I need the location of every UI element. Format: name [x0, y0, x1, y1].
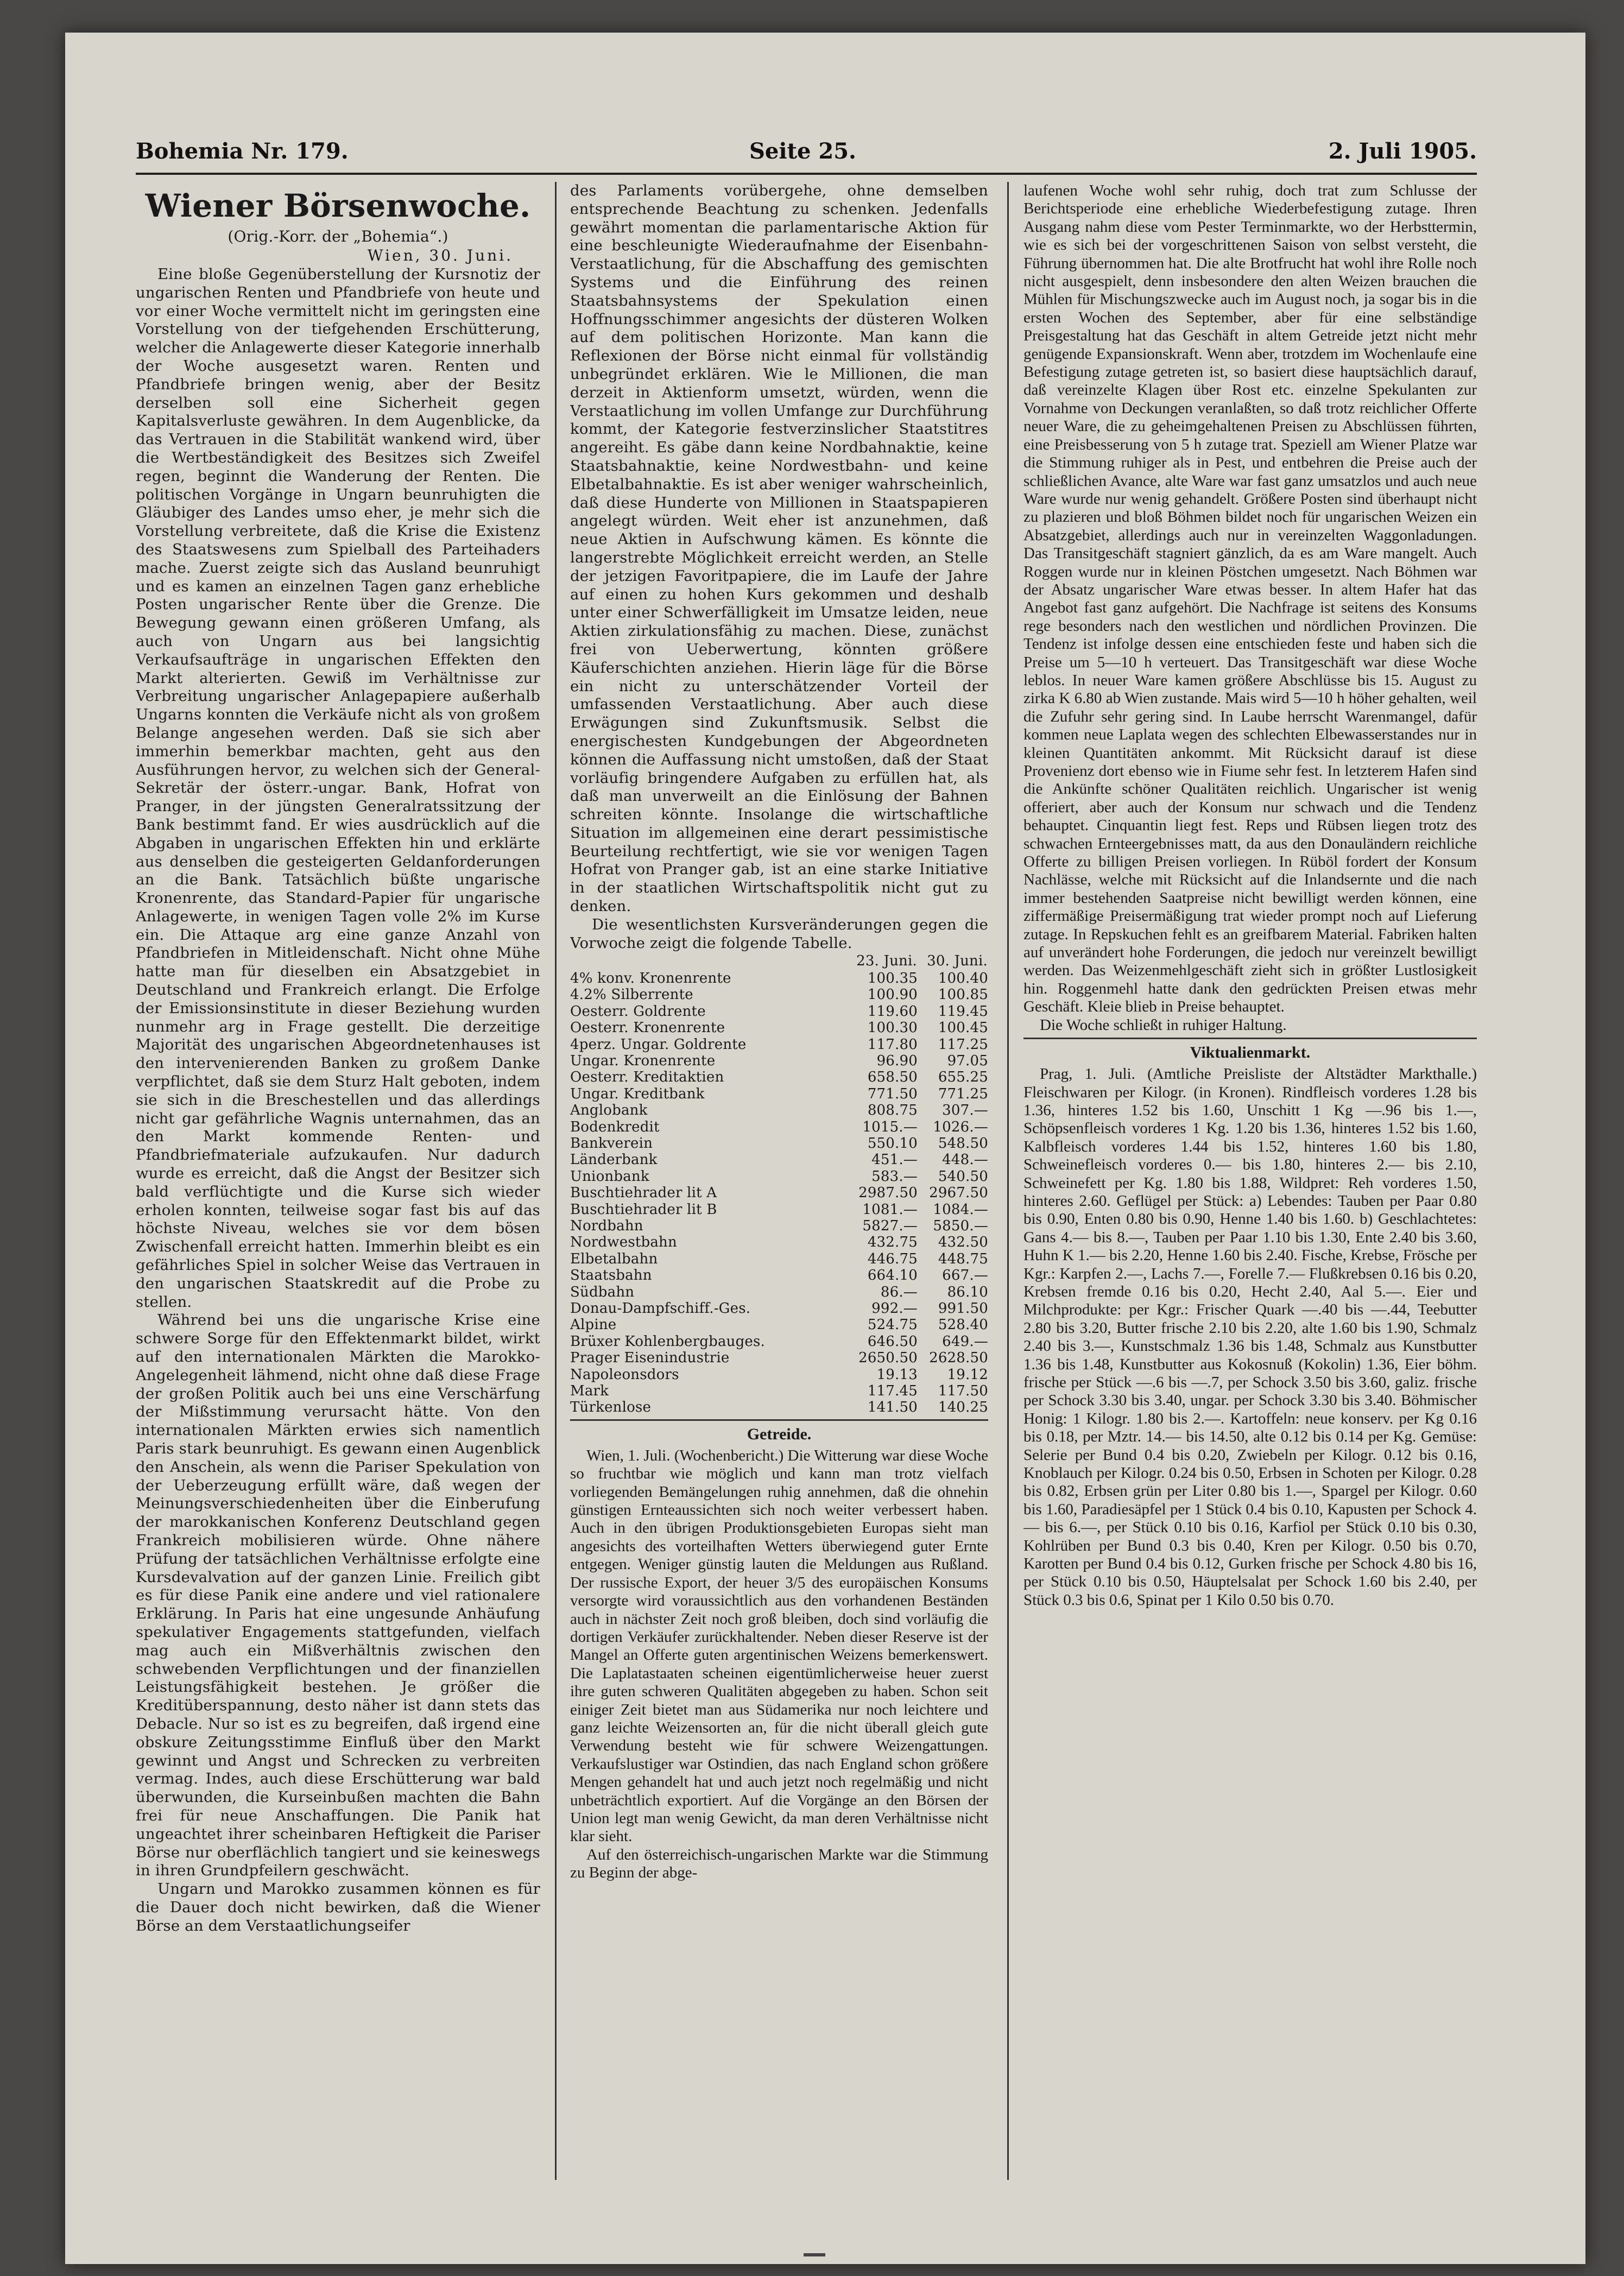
- price-30-june: 100.45: [938, 1020, 988, 1036]
- section-title: Viktualienmarkt.: [1190, 1044, 1311, 1062]
- table-row: [570, 1317, 988, 1333]
- price-30-june: 1084.—: [933, 1201, 988, 1218]
- price-23-june: 550.10: [867, 1135, 918, 1152]
- price-23-june: 86.—: [880, 1284, 918, 1300]
- price-30-june: 991.50: [938, 1300, 988, 1317]
- price-30-june: 2628.50: [929, 1350, 988, 1367]
- price-23-june: 100.90: [867, 987, 918, 1003]
- column-1: [136, 182, 540, 2180]
- security-name: 4.2% Silberrente: [570, 987, 693, 1003]
- security-name: Ungar. Kreditbank: [570, 1085, 705, 1102]
- price-30-june: 448.—: [942, 1152, 988, 1168]
- price-30-june: 100.85: [938, 987, 988, 1003]
- security-name: Mark: [570, 1383, 609, 1400]
- table-row: [570, 1168, 988, 1185]
- security-name: Südbahn: [570, 1284, 635, 1300]
- security-name: Donau-Dampfschiff.-Ges.: [570, 1300, 751, 1317]
- security-name: Oesterr. Kreditaktien: [570, 1069, 724, 1086]
- price-23-june: 524.75: [867, 1317, 918, 1333]
- table-row: [570, 1333, 988, 1350]
- article-paragraph: Während bei uns die ungarische Krise eine schwere Sorge für den Effektenmarkt bildet, wirkt auf den internationalen Märkten die Marokko-Angelegenheit lähmend, nicht ohne daß diese Frage der großen Politik auch bei uns eine Verschärfung der Mißstimmung verursacht hätte. Von den internationalen Märkten erwies sich namentlich Paris stark beunruhigt. Es gewann einen Augenblick den Anschein, als wenn die Pariser Spekulation von der Ueberzeugung erfüllt wäre, daß wegen der Meinungsverschiedenheiten über die Einberufung der marokkanischen Konferenz Deutschland gegen Frankreich mobilisieren würde. Ohne nähere Prüfung der tatsächlichen Verhältnisse erfolgte eine Kursdevalvation auf der ganzen Linie. Freilich gibt es für diese Panik eine andere und viel rationalere Erklärung. In Paris hat eine ungesunde Anhäufung spekulativer Engagements stattgefunden, vielfach mag auch ein Mißverhältnis zwischen den schwebenden Verpflichtungen und der finanziellen Leistungsfähigkeit bestehen. Je größer die Kreditüberspannung, desto näher ist dann stets das Debacle. Nur so ist es zu begreifen, daß irgend eine obskure Zeitungsstimme Einfluß über den Markt gewinnt und Angst und Schrecken zu verbreiten vermag. Indes, auch diese Erschütterung war bald überwunden, die Kurseinbußen machten die Bahn frei für neue Anschaffungen. Die Panik hat ungeachtet ihrer scheinbaren Heftigkeit die Pariser Börse nur oberflächlich tangiert und sie keineswegs in ihren Grundpfeilern geschwächt.: [136, 1311, 540, 1880]
- security-name: Prager Eisenindustrie: [570, 1350, 730, 1367]
- price-23-june: 771.50: [867, 1085, 918, 1102]
- security-name: Napoleonsdors: [570, 1366, 679, 1383]
- table-row: [570, 970, 988, 987]
- price-30-june: 667.—: [942, 1267, 988, 1284]
- price-23-june: 432.75: [867, 1234, 918, 1251]
- price-23-june: 2650.50: [858, 1350, 918, 1367]
- security-name: Oesterr. Kronenrente: [570, 1020, 725, 1036]
- table-row: [570, 1251, 988, 1267]
- security-name: Anglobank: [570, 1102, 648, 1119]
- article-dateline: Wien, 30. Juni.: [367, 246, 513, 264]
- market-report-paragraph: Auf den österreichisch-ungarischen Markte war die Stimmung zu Beginn der abge-: [570, 1845, 988, 1882]
- security-name: Nordbahn: [570, 1217, 643, 1234]
- security-name: Staatsbahn: [570, 1267, 652, 1284]
- article-paragraph: Eine bloße Gegenüberstellung der Kursnotiz der ungarischen Renten und Pfandbriefe von heute und vor einer Woche vermittelt nicht im geringsten eine Vorstellung von der tiefgehenden Erschütterung, welcher die Anlagewerte dieser Kategorie innerhalb der Woche ausgesetzt waren. Renten und Pfandbriefe bringen wenig, aber der Besitz derselben soll eine Sicherheit gegen Kapitalsverluste gewähren. In dem Augenblicke, da das Vertrauen in die Stabilität wankend wird, über die Wertbeständigkeit des Besitzes sich Zweifel regen, beginnt die Wanderung der Renten. Die politischen Vorgänge in Ungarn beunruhigten die Gläubiger des Landes umso eher, je mehr sich die Vorstellung verbreitete, daß die Krise die Existenz des Staatswesens zum Spielball des Parteihaders mache. Zuerst zeigte sich das Ausland beunruhigt und es kamen an einzelnen Tagen ganz erhebliche Posten ungarischer Rente über die Grenze. Die Bewegung gewann einen größeren Umfang, als auch von Ungarn aus bei langsichtig Verkaufsaufträge in ungarischen Effekten den Markt alterierten. Gewiß im Verhältnisse zur Verbreitung ungarischer Anlagepapiere außerhalb Ungarns konnten die Verkäufe nicht als von großem Belange angesehen werden. Daß sie sich aber immerhin bemerkbar machten, geht aus den Ausführungen hervor, zu welchen sich der General-Sekretär der österr.-ungar. Bank, Hofrat von Pranger, in der jüngsten Generalratssitzung der Bank bestimmt fand. Er wies ausdrücklich auf die Abgaben in ungarischen Effekten hin und erklärte aus denselben die gesteigerten Geldanforderungen an die Bank. Tatsächlich büßte ungarische Kronenrente, das Standard-Papier für ungarische Anlagewerte, in wenigen Tagen volle 2% im Kurse ein. Die Attaque arg eine ganze Anzahl von Pfandbriefen in Mitleidenschaft. Nicht ohne Mühe hatte man für dieselben ein Absatzgebiet in Deutschland und Frankreich erlangt. Die Erfolge der Emissionsinstitute in dieser Beziehung wurden nunmehr arg in Frage gestellt. Die derzeitige Majorität des ungarischen Abgeordnetenhauses ist den intervenierenden Banken zu großem Danke verpflichtet, daß sie dem Sturz Halt geboten, indem sie sich in die Breschestellen und das allerdings nicht gar gefährliche Wagnis unternahmen, das an den Markt kommende Renten- und Pfandbriefmateriale aufzukaufen. Nur dadurch wurde es erreicht, daß die Angst der Besitzer sich bald verflüchtigte und die Kurse sich wieder erholen konnten, teilweise sogar fast bis auf das höchste Niveau, welches sie vor dem bösen Zwischenfall erreicht hatten. Immerhin bleibt es ein gefährliches Spiel in solcher Weise das Vertrauen in den ungarischen Staatskredit auf die Probe zu stellen.: [136, 265, 540, 1311]
- security-name: Oesterr. Goldrente: [570, 1003, 706, 1020]
- issue-date: 2. Juli 1905.: [1328, 138, 1477, 164]
- price-30-june: 5850.—: [933, 1217, 988, 1234]
- price-30-june: 448.75: [938, 1250, 988, 1267]
- table-row: [570, 1284, 988, 1300]
- table-row: [570, 1350, 988, 1366]
- table-row: [570, 1267, 988, 1284]
- price-23-june: 119.60: [867, 1003, 918, 1020]
- table-header: 30. Juni.: [927, 953, 988, 970]
- table-row: [570, 1399, 988, 1415]
- security-name: Türkenlose: [570, 1399, 652, 1416]
- price-30-june: 649.—: [942, 1333, 988, 1350]
- column-divider: [1007, 182, 1009, 2180]
- table-row: [570, 1218, 988, 1234]
- header-rule: [136, 173, 1477, 175]
- masthead-issue: Bohemia Nr. 179.: [136, 138, 349, 164]
- table-row: [570, 1053, 988, 1069]
- security-name: Länderbank: [570, 1152, 658, 1168]
- price-23-june: 19.13: [876, 1366, 918, 1383]
- price-30-june: 655.25: [938, 1069, 988, 1086]
- page-number: Seite 25.: [749, 138, 856, 164]
- table-row: [570, 1036, 988, 1053]
- price-23-june: 664.10: [867, 1267, 918, 1284]
- section-rule: [570, 1419, 988, 1421]
- price-30-june: 119.45: [938, 1003, 988, 1020]
- table-row: [570, 1383, 988, 1399]
- table-row: [570, 987, 988, 1003]
- table-header-row: [570, 952, 988, 970]
- price-23-june: 117.45: [867, 1383, 918, 1400]
- security-name: Bankverein: [570, 1135, 653, 1152]
- page-bottom-mark: [804, 2253, 825, 2256]
- column-2: [570, 182, 988, 2180]
- price-23-june: 100.35: [867, 970, 918, 987]
- table-row: [570, 1300, 988, 1317]
- table-row: [570, 1119, 988, 1135]
- price-23-june: 646.50: [867, 1333, 918, 1350]
- security-name: Ungar. Kronenrente: [570, 1052, 716, 1069]
- table-row: [570, 1185, 988, 1201]
- page-header: [136, 138, 1477, 171]
- price-23-june: 100.30: [867, 1020, 918, 1036]
- price-23-june: 2987.50: [858, 1185, 918, 1202]
- security-name: Alpine: [570, 1317, 617, 1333]
- table-row: [570, 1102, 988, 1118]
- table-row: [570, 1202, 988, 1218]
- market-report-paragraph: Wien, 1. Juli. (Wochenbericht.) Die Witterung war diese Woche so fruchtbar wie möglich und kann man trotz vielfach vorliegenden Bemängelungen ruhig annehmen, daß die ohnehin günstigen Ernteaussichten sich noch weiter verbessert haben. Auch in den übrigen Produktionsgebieten Europas sieht man angesichts des vorteilhaften Wetters überwiegend guter Ernte entgegen. Weniger günstig lauten die Meldungen aus Rußland. Der russische Export, der heuer 3/5 des europäischen Konsums versorgte wird voraussichtlich aus den vorhandenen Beständen auch in nächster Zeit noch groß bleiben, doch sind vorläufig die dortigen Verkäufer zurückhaltender. Neben dieser Reserve ist der Mangel an Offerte guten argentinischen Weizens bemerkenswert. Die Laplatastaaten scheinen eigentümlicherweise heuer zuerst ihre guten schweren Qualitäten abgegeben zu haben. Schon seit einiger Zeit bietet man aus Südamerika nur noch leichtere und ganz leichte Weizensorten an, für die nicht überall gleich gute Verwendung besteht wie für schwere Weizengattungen. Verkaufslustiger war Ostindien, das nach England schon größere Mengen gehandelt hat und auch jetzt noch regelmäßig und nicht unbeträchtlich exportiert. Auf die Vorgänge an den Börsen der Union legt man wenig Gewicht, da man deren Verhältnisse nicht klar sieht.: [570, 1446, 988, 1845]
- price-30-june: 528.40: [938, 1317, 988, 1333]
- security-name: Elbetalbahn: [570, 1250, 658, 1267]
- price-30-june: 548.50: [938, 1135, 988, 1152]
- price-30-june: 2967.50: [929, 1185, 988, 1202]
- price-30-june: 1026.—: [933, 1118, 988, 1135]
- price-30-june: 19.12: [947, 1366, 988, 1383]
- column-3: [1023, 182, 1477, 2180]
- price-23-june: 992.—: [871, 1300, 918, 1317]
- table-row: [570, 1069, 988, 1085]
- market-report-paragraph: Die Woche schließt in ruhiger Haltung.: [1040, 1016, 1287, 1034]
- price-30-june: 86.10: [947, 1284, 988, 1300]
- price-30-june: 117.25: [938, 1036, 988, 1053]
- table-row: [570, 1234, 988, 1250]
- security-name: Nordwestbahn: [570, 1234, 677, 1251]
- price-23-june: 5827.—: [862, 1217, 918, 1234]
- price-list-paragraph: Prag, 1. Juli. (Amtliche Preisliste der Altstädter Markthalle.) Fleischwaren per Kilogr. (in Kronen). Rindfleisch vorderes 1.28 bis 1.36, hinteres 1.52 bis 1.60, Unschitt 1 Kg —.96 bis 1.—, Schöpsenfleisch vorderes 1 Kg. 1.20 bis 1.36, hinteres 1.52 bis 1.60, Kalbfleisch vorderes 1.44 bis 1.52, hinteres 1.60 bis 1.80, Schweinefleisch vorderes 0.— bis 1.80, hinteres 2.— bis 2.10, Schweinefett per Kg. 1.80 bis 1.88, Wildpret: Reh vorderes 1.50, hinteres 2.60. Geflügel per Stück: a) Lebendes: Tauben per Paar 0.80 bis 0.90, Enten 0.80 bis 0.90, Henne 1.40 bis 1.60. b) Geschlachtetes: Gans 4.— bis 8.—, Tauben per Paar 1.10 bis 1.30, Ente 2.40 bis 3.60, Huhn K 1.— bis 2.20, Henne 1.60 bis 2.40. Fische, Krebse, Frösche per Kgr.: Karpfen 2.—, Lachs 7.—, Forelle 7.— Flußkrebsen 0.16 bis 0.20, Krebsen fremde 0.16 bis 0.20, Hecht 2.40, Aal 5.—. Eier und Milchprodukte: per Kgr.: Frischer Quark —.40 bis —.44, Teebutter 2.80 bis 3.20, Butter frische 2.10 bis 2.20, alte 1.60 bis 1.90, Schmalz 2.40 bis 3.—, Kunstschmalz 1.36 bis 1.48, Schmalz aus Kunstbutter 1.36 bis 1.48, Kunstbutter aus Kokosnuß (Kokolin) 1.36, Eier böhm. frische per Stück —.6 bis —.7, per Schock 3.50 bis 3.60, galiz. frische per Schock 3.30 bis 3.40, ungar. per Schock 3.30 bis 3.40. Böhmischer Honig: 1 Kilogr. 1.80 bis 2.—. Kartoffeln: neue konserv. per Kg 0.16 bis 0.18, per Mztr. 14.— bis 14.50, alte 0.12 bis 0.14 per Kg. Gemüse: Selerie per Bund 0.4 bis 0.20, Zwiebeln per Kilogr. 0.12 bis 0.16, Knoblauch per Kilogr. 0.24 bis 0.50, Erbsen in Schoten per Kilogr. 0.28 bis 0.82, Erbsen grün per Liter 0.80 bis 1.—, Spargel per Kilogr. 0.60 bis 1.60, Paradiesäpfel per 1 Stück 0.4 bis 0.10, Kapusten per Schock 4.— bis 6.—, per Stück 0.10 bis 0.16, Karfiol per Stück 0.10 bis 0.30, Kohlrüben per Bund 0.3 bis 0.40, Kren per Kilogr. 0.50 bis 0.70, Karotten per Bund 0.4 bis 0.12, Gurken frische per Schock 4.80 bis 16, per Stück 0.10 bis 0.50, Häuptelsalat per Schock 1.60 bis 2.40, per Stück 0.3 bis 0.6, Spinat per 1 Kilo 0.50 bis 0.70.: [1023, 1065, 1477, 1609]
- table-row: [570, 1367, 988, 1383]
- security-name: Unionbank: [570, 1168, 649, 1185]
- price-23-june: 96.90: [876, 1052, 918, 1069]
- article-paragraph: des Parlaments vorübergehe, ohne demselben entsprechende Beachtung zu schenken. Jedenfalls gewährt momentan die parlamentarische Aktion für eine beschleunigte Wiederaufnahme der Eisenbahn-Verstaatlichung, für die Abschaffung des gemischten Systems und die Einführung des reinen Staatsbahnsystems der Spekulation einen Hoffnungsschimmer angesichts der düsteren Wolken auf dem politischen Horizonte. Man kann die Reflexionen der Börse nicht einmal für vollständig unbegründet erklären. Wie le Millionen, die man derzeit in Aktienform umsetzt, würden, wenn die Verstaatlichung im vollen Umfange zur Durchführung kommt, der Kategorie festverzinslicher Staatstitres angereiht. Es gäbe dann keine Nordbahnaktie, keine Staatsbahnaktie, keine Nordwestbahn- und keine Elbetalbahnaktie. Es ist aber weniger wahrscheinlich, daß diese Hunderte von Millionen in Staatspapieren angelegt würden. Weit eher ist anzunehmen, daß neue Aktien in Aufschwung kämen. Es könnte die langerstrebte Möglichkeit erreicht werden, an Stelle der jetzigen Favoritpapiere, die im Laufe der Jahre auf einen zu hohen Kurs gekommen und deshalb unter einer Schwerfälligkeit im Umsatze leiden, neue Aktien zirkulationsfähig zu machen. Diese, zunächst frei von Ueberwertung, könnten größere Käuferschichten anziehen. Hierin läge für die Börse ein nicht zu unterschätzender Vorteil der umfassenden Verstaatlichung. Aber auch diese Erwägungen sind Zukunftsmusik. Selbst die energischesten Kundgebungen der Abgeordneten können die Auffassung nicht umstoßen, daß der Staat vorläufig bringendere Aufgaben zu erfüllen hat, als daß man unverweilt an die Einlösung der Bahnen schreiten könnte. Insolange die wirtschaftliche Situation im allgemeinen eine derart pessimistische Beurteilung rechtfertigt, wie sie vor wenigen Tagen Hofrat von Pranger gab, ist an eine starke Initiative in der staatlichen Wirtschaftspolitik nicht gut zu denken.: [570, 182, 988, 915]
- price-30-june: 97.05: [947, 1052, 988, 1069]
- table-row: [570, 1152, 988, 1168]
- security-name: 4% konv. Kronenrente: [570, 970, 731, 987]
- price-30-june: 432.50: [938, 1234, 988, 1251]
- price-23-june: 583.—: [871, 1168, 918, 1185]
- article-subtitle: (Orig.-Korr. der „Bohemia“.): [228, 227, 448, 245]
- price-23-june: 141.50: [867, 1399, 918, 1416]
- security-name: Buschtiehrader lit A: [570, 1185, 717, 1202]
- price-30-june: 140.25: [938, 1399, 988, 1416]
- security-name: 4perz. Ungar. Goldrente: [570, 1036, 747, 1053]
- market-report-paragraph: laufenen Woche wohl sehr ruhig, doch trat zum Schlusse der Berichtsperiode eine erhebliche Wiederbefestigung zutage. Ihren Ausgang nahm diese vom Pester Terminmarkte, wo der Herbsttermin, wie es sich bei der vorgeschrittenen Saison von selbst versteht, die Führung übernommen hat. Die alte Brotfrucht hat wohl ihre Rolle noch nicht ausgespielt, denn insbesondere den alten Weizen brauchen die Mühlen für Mischungszwecke auch im August noch, ja sogar bis in die ersten Wochen des September, aber für eine selbständige Preisgestaltung hat das Geschäft in altem Getreide jetzt nicht mehr genügende Expansionskraft. Wenn aber, trotzdem im Wochenlaufe eine Befestigung zutage getreten ist, so basiert diese hauptsächlich darauf, daß vereinzelte Klagen über Rost etc. einzelne Spekulanten zur Vornahme von Deckungen veranlaßten, so daß trotz reichlicher Offerte neuer Ware, die zu geheimgehaltenen Preisen zu Abschlüssen führten, eine Preisbesserung von 5 h zutage trat. Speziell am Wiener Platze war die Stimmung ruhiger als in Pest, und entbehren die Preise auch der schließlichen Avance, alte Ware war fast ganz umsatzlos und auch neue Ware wurde nur wenig gehandelt. Größere Posten sind überhaupt nicht zu plazieren und bloß Böhmen bildet noch für ungarischen Weizen ein Absatzgebiet, allerdings auch nur in vereinzelten Waggonladungen. Das Transitgeschäft stagniert gänzlich, da es am Ware mangelt. Auch Roggen wurde nur in kleinen Pöstchen umgesetzt. Nach Böhmen war der Absatz ungarischer Ware etwas besser. In altem Hafer hat das Angebot fast ganz aufgehört. Die Nachfrage ist seitens des Konsums rege besonders nach den westlichen und nördlichen Provinzen. Die Tendenz ist infolge dessen eine entschieden feste und haben sich die Preise um 5—10 h verteuert. Das Transitgeschäft war diese Woche leblos. In neuer Ware kamen größere Abschlüsse bis 15. August zu zirka K 6.80 ab Wien zustande. Mais wird 5—10 h höher gehalten, weil die Zufuhr sehr gering sind. In Laube herrscht Warenmangel, dafür kommen neue Laplata wegen des schlechten Elbewasserstandes nur in kleinen Quantitäten ankommt. Mit Rücksicht darauf ist diese Provenienz dort ebenso wie in Fiume sehr fest. In letzterem Hafen sind die Ankünfte schöner Qualitäten reichlich. Ungarischer ist wenig offeriert, aber auch der Konsum nur schwach und die Tendenz behauptet. Cinquantin liegt fest. Reps und Rübsen liegen trotz des schwachen Ernteergebnisses matt, da aus den Donauländern reichliche Offerte zu billigen Preisen vorliegen. In Rüböl fordert der Konsum Nachlässe, welche mit Rücksicht auf die Inlandsernte und die nach immer bestehenden Saatpreise nicht bewilligt werden können, eine ziffermäßige Preisermäßigung trat wieder prompt noch auf Lieferung zutage. In Repskuchen fehlt es an greifbarem Material. Fabriken halten auf unverändert hohe Forderungen, die jedoch nur vereinzelt bewilligt werden. Das Weizenmehlgeschäft zieht sich in größter Lustlosigkeit hin. Roggenmehl hatte dank den gedrückten Preisen etwas mehr Geschäft. Kleie blieb in Preise behauptet.: [1023, 182, 1477, 1016]
- table-row: [570, 1135, 988, 1152]
- article-title: Wiener Börsenwoche.: [145, 187, 531, 224]
- price-23-june: 658.50: [867, 1069, 918, 1086]
- price-30-june: 771.25: [938, 1085, 988, 1102]
- section-title: Getreide.: [747, 1425, 812, 1443]
- price-table: [570, 952, 988, 1415]
- table-row: [570, 1086, 988, 1102]
- security-name: Buschtiehrader lit B: [570, 1201, 717, 1218]
- security-name: Brüxer Kohlenbergbauges.: [570, 1333, 766, 1350]
- price-23-june: 451.—: [871, 1152, 918, 1168]
- price-30-june: 100.40: [938, 970, 988, 987]
- section-rule: [1023, 1038, 1477, 1039]
- price-23-june: 1015.—: [862, 1118, 918, 1135]
- price-30-june: 307.—: [942, 1102, 988, 1119]
- column-divider: [555, 182, 557, 2180]
- table-row: [570, 1020, 988, 1036]
- table-header: 23. Juni.: [856, 953, 917, 970]
- table-row: [570, 1003, 988, 1020]
- price-30-june: 117.50: [938, 1383, 988, 1400]
- article-paragraph: Die wesentlichsten Kursveränderungen gegen die Vorwoche zeigt die folgende Tabelle.: [570, 915, 988, 952]
- price-30-june: 540.50: [938, 1168, 988, 1185]
- security-name: Bodenkredit: [570, 1118, 660, 1135]
- price-23-june: 446.75: [867, 1250, 918, 1267]
- price-23-june: 808.75: [867, 1102, 918, 1119]
- article-paragraph: Ungarn und Marokko zusammen können es für die Dauer doch nicht bewirken, daß die Wiener Börse an dem Verstaatlichungseifer: [136, 1880, 540, 1934]
- price-23-june: 117.80: [867, 1036, 918, 1053]
- price-23-june: 1081.—: [862, 1201, 918, 1218]
